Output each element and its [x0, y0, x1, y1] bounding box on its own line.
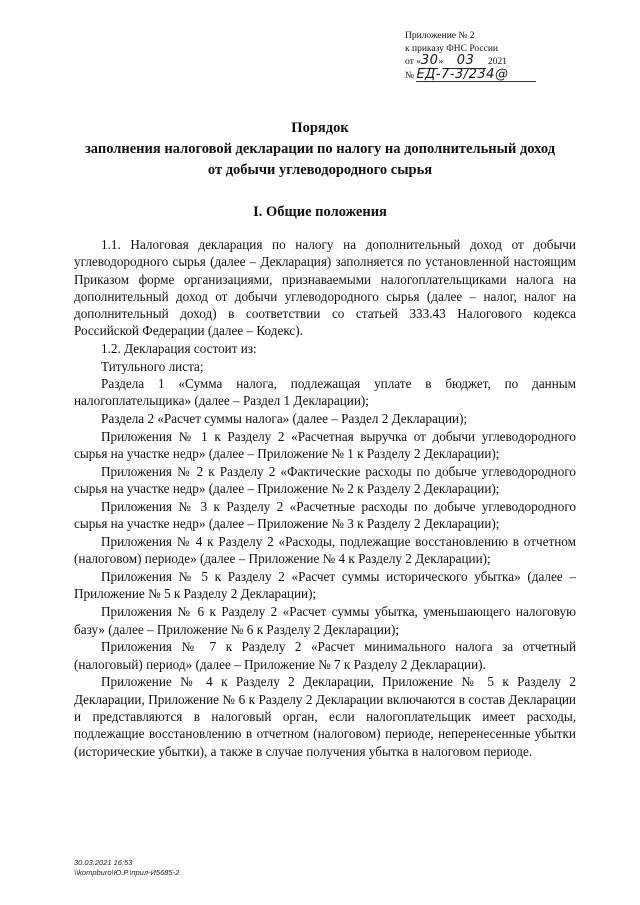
attachment-line-1: Приложение № 2: [405, 31, 475, 41]
paragraph: Приложения № 1 к Разделу 2 «Расчетная выручка от добычи углеводородного сырья на участке недр» (далее – Приложение № 1 к Разделу 2 Декларации);: [74, 428, 576, 462]
number-prefix: №: [405, 70, 415, 81]
paragraph: Приложения № 6 к Разделу 2 «Расчет суммы убытка, уменьшающего налоговую базу» (далее – Приложение № 6 к Разделу 2 Декларации);: [74, 604, 576, 637]
attachment-number: [405, 66, 605, 83]
date-mid: »: [438, 57, 444, 67]
paragraph: Раздела 1 «Сумма налога, подлежащая уплате в бюджет, по данным налогоплательщика» (далее – Раздел 1 Декларации);: [74, 375, 576, 409]
paragraph: Приложения № 5 к Разделу 2 «Расчет суммы исторического убытка» (далее – Приложение № 5 к Разделу 2 Декларации);: [74, 569, 576, 602]
paragraph: 1.2. Декларация состоит из:: [101, 341, 257, 357]
paragraph: Приложения № 2 к Разделу 2 «Фактические расходы по добыче углеводородного сырья на участке недр» (далее – Приложение № 2 к Разделу 2 Декларации);: [74, 463, 576, 497]
document-title: [60, 118, 580, 181]
date-day: 30: [420, 53, 439, 68]
attachment-line-2: к приказу ФНС России: [405, 43, 498, 54]
date-prefix: от «: [405, 57, 421, 67]
attachment-stamp: [405, 30, 605, 82]
paragraph: Раздела 2 «Расчет суммы налога» (далее – Раздел 2 Декларации);: [101, 410, 468, 426]
section-heading: I. Общие положения: [253, 204, 387, 220]
paragraph: Приложения № 3 к Разделу 2 «Расчетные расходы по добыче углеводородного сырья на участке недр» (далее – Приложение № 3 к Разделу 2 Декларации);: [74, 498, 576, 532]
paragraph: Приложения № 4 к Разделу 2 «Расходы, подлежащие восстановлению в отчетном (налоговом) периоде» (далее – Приложение № 4 к Разделу 2 Декларации);: [74, 534, 576, 567]
title-line-2: заполнения налоговой декларации по налогу на дополнительный доход: [84, 141, 556, 157]
paragraph: Приложения № 7 к Разделу 2 «Расчет минимального налога за отчетный (налоговый) период» (далее – Приложение № 7 к Разделу 2 Декларации).: [74, 639, 576, 672]
footer-path: \\kompburo\Ю.Р.\прил-И5685-2: [74, 868, 180, 877]
paragraph: Приложение № 4 к Разделу 2 Декларации, Приложение № 5 к Разделу 2 Декларации, Приложение № 6 к Разделу 2 Декларации включаются в состав Декларации и представляются в налоговый орган, если налогоплательщик имеет расходы, подлежащие восстановлению в отчетном (налоговом) периоде, неперенесенные убытки (исторические убытки), а также в случае получения убытка в налоговом периоде.: [74, 674, 576, 759]
document-body: [74, 236, 576, 760]
paragraph: Титульного листа;: [101, 358, 204, 374]
date-year: 2021: [487, 57, 507, 67]
date-month: 03: [446, 55, 486, 69]
paragraph: 1.1. Налоговая декларация по налогу на дополнительный доход от добычи углеводородного сырья (далее – Декларация) заполняется по установленной настоящим Приказом форме организациями, признаваемыми налогоплательщиками налога на дополнительный доход от добычи углеводородного сырья (далее – налог, налог на дополнительный доход) в соответствии со статьей 333.43 Налогового кодекса Российской Федерации (далее – Кодекс).: [74, 237, 576, 339]
order-number: ЕД-7-3/234@: [416, 69, 536, 83]
title-line-3: от добычи углеводородного сырья: [207, 162, 433, 178]
title-line-1: Порядок: [291, 120, 349, 136]
footer-timestamp: 30.03.2021 16:53: [74, 858, 133, 867]
file-footer: [74, 858, 179, 878]
